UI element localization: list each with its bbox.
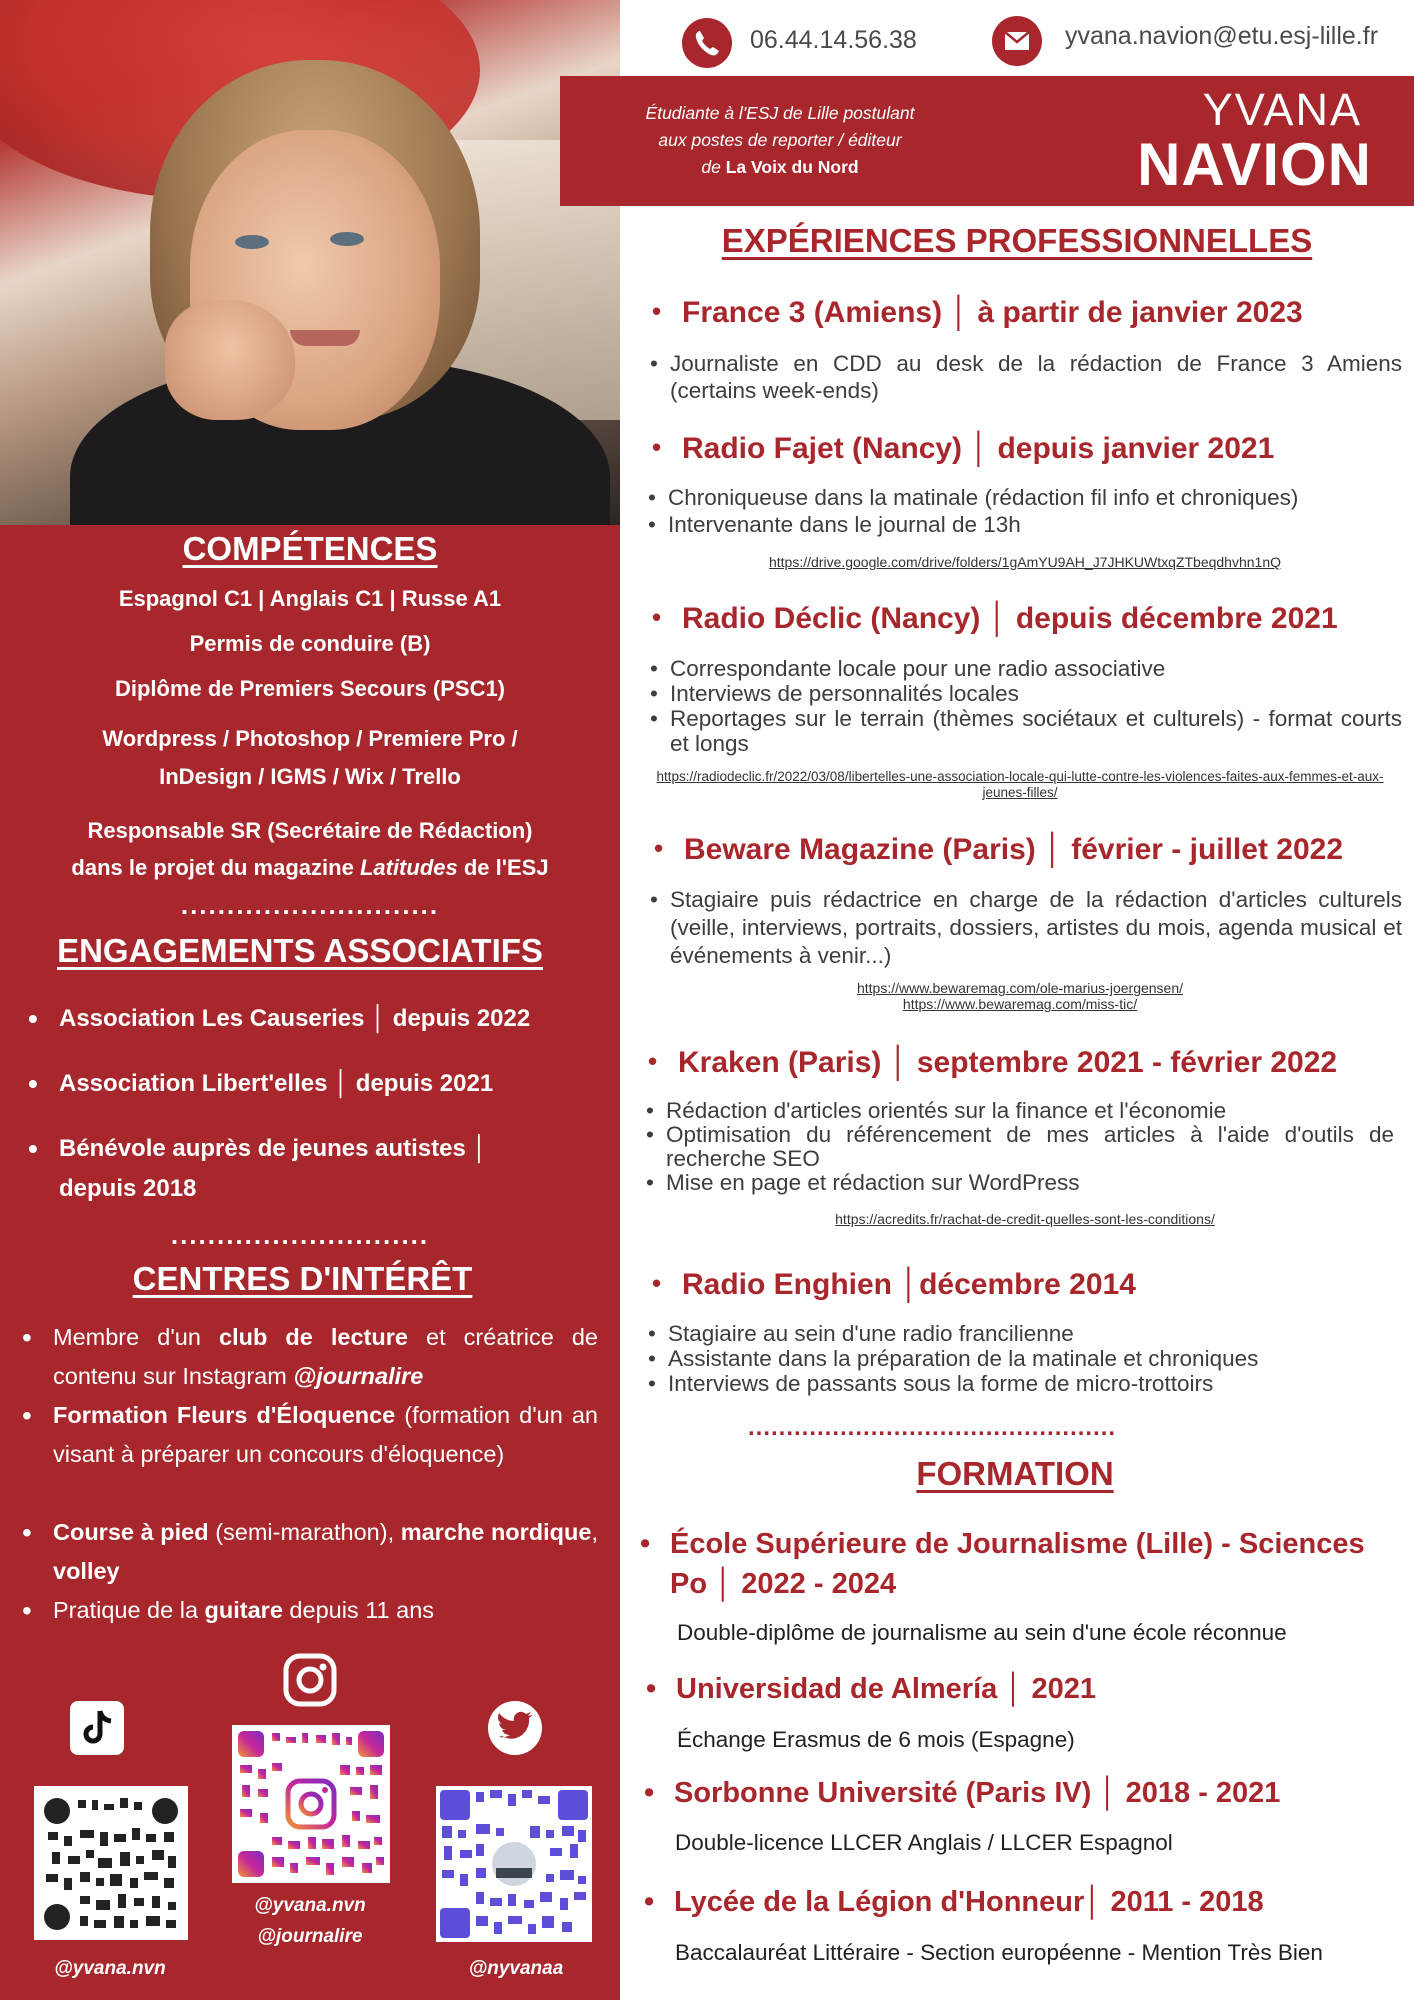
tiktok-qr-code[interactable] bbox=[34, 1786, 188, 1940]
skill-sr-project-suffix: de l'ESJ bbox=[457, 855, 549, 880]
job-description-item: • Stagiaire au sein d'une radio francilienne bbox=[648, 1321, 1400, 1346]
competences-title: COMPÉTENCES bbox=[182, 530, 438, 567]
job-title: • Radio Déclic (Nancy) │ depuis décembre 2021 bbox=[682, 602, 1338, 636]
interest-item: • Membre d'un club de lecture et créatrice de contenu sur Instagram @journalire bbox=[22, 1318, 598, 1396]
profile-photo bbox=[0, 0, 620, 525]
job-link[interactable]: https://radiodeclic.fr/2022/03/08/libertelles-une-association-locale-qui-lutte-contre-les-violences-faites-aux-femmes-et-aux-jeunes-filles/ bbox=[656, 769, 1384, 800]
job-title: • Radio Enghien │décembre 2014 bbox=[682, 1268, 1136, 1302]
formation-school: • Sorbonne Université (Paris IV) │ 2018 - 2021 bbox=[674, 1773, 1280, 1813]
formation-school: • Lycée de la Légion d'Honneur│ 2011 - 2018 bbox=[674, 1882, 1264, 1922]
job-description-item: • Intervenante dans le journal de 13h bbox=[648, 511, 1408, 538]
skill-first-aid: Diplôme de Premiers Secours (PSC1) bbox=[114, 676, 506, 701]
formation-title: FORMATION bbox=[916, 1455, 1114, 1492]
assoc-item: • Bénévole auprès de jeunes autistes │ depuis 2018 bbox=[28, 1129, 558, 1209]
job-description bbox=[650, 350, 1402, 404]
assoc-item: • Association Les Causeries │ depuis 2022 bbox=[28, 999, 588, 1039]
tagline-prefix: de bbox=[701, 157, 726, 177]
formation-school-line: Po │ 2022 - 2024 bbox=[670, 1568, 897, 1600]
interest-item: • Pratique de la guitare depuis 11 ans bbox=[22, 1591, 598, 1630]
job-description-item: • Stagiaire puis rédactrice en charge de la rédaction d'articles culturels (veille, interviews, portraits, dossiers, artistes du mois, agenda musical et événements à venir...) bbox=[650, 886, 1402, 970]
interest-item: • Course à pied (semi-marathon), marche nordique, volley bbox=[22, 1513, 598, 1591]
formation-description: Baccalauréat Littéraire - Section européenne - Mention Très Bien bbox=[675, 1940, 1323, 1965]
tagline-line: Étudiante à l'ESJ de Lille postulant bbox=[645, 103, 915, 123]
job-description-item: • Chroniqueuse dans la matinale (rédaction fil info et chroniques) bbox=[648, 484, 1408, 511]
skill-sr: Responsable SR (Secrétaire de Rédaction) bbox=[87, 818, 533, 843]
job-title: • France 3 (Amiens) │ à partir de janvier 2023 bbox=[682, 296, 1303, 330]
tiktok-icon[interactable] bbox=[70, 1701, 124, 1755]
email-address[interactable]: yvana.navion@etu.esj-lille.fr bbox=[1065, 22, 1379, 50]
divider-dots: ............................ bbox=[170, 1220, 430, 1250]
job-description bbox=[648, 484, 1408, 538]
twitter-handle[interactable]: @nyvanaa bbox=[468, 1958, 564, 1979]
job-link[interactable]: https://www.bewaremag.com/miss-tic/ bbox=[902, 996, 1138, 1012]
header-band bbox=[560, 76, 1414, 206]
skill-sr-project-prefix: dans le projet du magazine bbox=[71, 855, 360, 880]
job-description bbox=[646, 1099, 1394, 1195]
job-description-item: • Mise en page et rédaction sur WordPress bbox=[646, 1171, 1394, 1195]
mail-icon bbox=[992, 16, 1042, 66]
job-title: • Kraken (Paris) │ septembre 2021 - février 2022 bbox=[678, 1046, 1337, 1080]
assoc-item: • Association Libert'elles │ depuis 2021 bbox=[28, 1064, 588, 1104]
instagram-qr-code[interactable] bbox=[232, 1725, 390, 1883]
job-title: • Beware Magazine (Paris) │ février - juillet 2022 bbox=[684, 833, 1343, 867]
job-description bbox=[648, 1321, 1400, 1396]
job-description-item: • Reportages sur le terrain (thèmes sociétaux et culturels) - format courts et longs bbox=[650, 706, 1402, 756]
job-description bbox=[650, 656, 1402, 756]
job-description-item: • Optimisation du référencement de mes articles à l'aide d'outils de recherche SEO bbox=[646, 1123, 1394, 1171]
job-description-item: • Assistante dans la préparation de la matinale et chroniques bbox=[648, 1346, 1400, 1371]
tagline bbox=[620, 100, 940, 181]
job-link[interactable]: https://acredits.fr/rachat-de-credit-quelles-sont-les-conditions/ bbox=[835, 1211, 1215, 1227]
left-column bbox=[0, 0, 620, 2000]
formation-school bbox=[670, 1524, 1390, 1604]
job-link[interactable]: https://drive.google.com/drive/folders/1gAmYU9AH_J7JHKUWtxqZTbeqdhvhn1nQ bbox=[768, 554, 1281, 570]
skill-license: Permis de conduire (B) bbox=[189, 631, 431, 656]
formation-school: • Universidad de Almería │ 2021 bbox=[676, 1669, 1096, 1709]
skill-software-1: Wordpress / Photoshop / Premiere Pro / bbox=[102, 726, 518, 751]
instagram-handle-personal[interactable]: @yvana.nvn bbox=[254, 1895, 366, 1916]
formation-description: Échange Erasmus de 6 mois (Espagne) bbox=[677, 1727, 1075, 1752]
instagram-handle-journalire[interactable]: @journalire bbox=[257, 1926, 363, 1947]
twitter-icon[interactable] bbox=[488, 1701, 542, 1755]
tagline-line: aux postes de reporter / éditeur bbox=[658, 130, 902, 150]
job-description-item: • Interviews de passants sous la forme de micro-trottoirs bbox=[648, 1371, 1400, 1396]
divider-dots: ............................ bbox=[180, 890, 440, 920]
interest-item: • Formation Fleurs d'Éloquence (formation d'un an visant à préparer un concours d'éloquence) bbox=[22, 1396, 598, 1474]
skill-sr-project bbox=[0, 849, 620, 887]
first-name: YVANA bbox=[1202, 84, 1362, 135]
job-link[interactable]: https://www.bewaremag.com/ole-marius-joergensen/ bbox=[856, 980, 1184, 996]
tiktok-handle[interactable]: @yvana.nvn bbox=[54, 1958, 166, 1979]
skill-sr-project-magazine: Latitudes bbox=[359, 855, 458, 880]
formation-description: Double-licence LLCER Anglais / LLCER Espagnol bbox=[675, 1830, 1173, 1855]
twitter-qr-code[interactable] bbox=[436, 1786, 592, 1942]
experiences-title: EXPÉRIENCES PROFESSIONNELLES bbox=[721, 222, 1313, 259]
skill-software-2: InDesign / IGMS / Wix / Trello bbox=[159, 764, 461, 789]
divider-dots: ................................................ bbox=[748, 1414, 1117, 1441]
phone-number[interactable]: 06.44.14.56.38 bbox=[750, 26, 917, 54]
interets-title: CENTRES D'INTÉRÊT bbox=[132, 1260, 473, 1297]
instagram-icon[interactable] bbox=[283, 1653, 337, 1707]
last-name: NAVION bbox=[1137, 131, 1372, 198]
job-description-item: • Journaliste en CDD au desk de la rédaction de France 3 Amiens (certains week-ends) bbox=[650, 350, 1402, 404]
phone-icon bbox=[682, 18, 732, 68]
job-description-item: • Correspondante locale pour une radio associative bbox=[650, 656, 1402, 681]
formation-description: Double-diplôme de journalisme au sein d'une école réconnue bbox=[677, 1620, 1287, 1645]
tagline-employer: La Voix du Nord bbox=[725, 157, 859, 177]
engagements-title: ENGAGEMENTS ASSOCIATIFS bbox=[57, 932, 543, 969]
job-description-item: • Interviews de personnalités locales bbox=[650, 681, 1402, 706]
skill-languages: Espagnol C1 | Anglais C1 | Russe A1 bbox=[118, 586, 502, 611]
job-description-item: • Rédaction d'articles orientés sur la finance et l'économie bbox=[646, 1099, 1394, 1123]
formation-school-line: • École Supérieure de Journalisme (Lille) - Sciences bbox=[670, 1528, 1365, 1560]
job-title: • Radio Fajet (Nancy) │ depuis janvier 2021 bbox=[682, 432, 1274, 466]
job-description bbox=[650, 886, 1402, 970]
